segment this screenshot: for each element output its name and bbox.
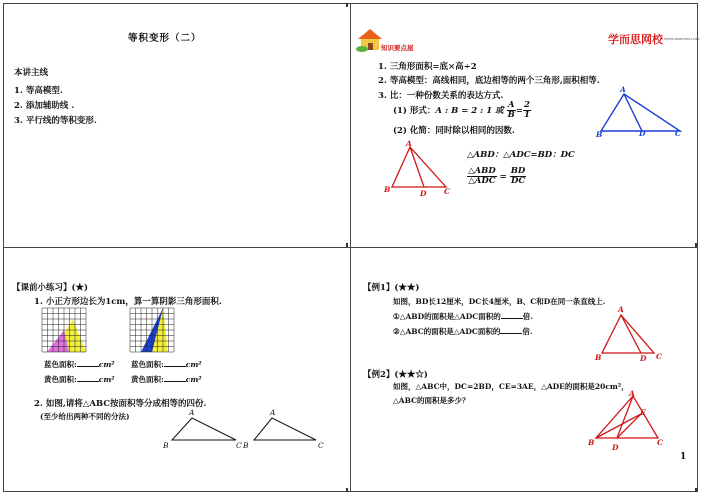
blue-area-2: 蓝色面积: cm² xyxy=(131,360,202,369)
knowledge-badge: 知识要点屋 xyxy=(381,44,414,52)
example-1-text: 如图，BD长12厘米，DC长4厘米，B、C和D在同一条直线上. xyxy=(393,297,606,306)
label-b: B xyxy=(163,441,169,450)
label-d: D xyxy=(612,443,619,452)
triangle-abc-2 xyxy=(252,414,322,442)
point-2: 2. 等高模型：高线相同，底边相等的两个三角形,面积相等. xyxy=(378,76,600,86)
example-2-question: △ABC的面积是多少？ xyxy=(393,396,470,405)
label-a: A xyxy=(620,85,626,94)
blue-area-1: 蓝色面积: cm² xyxy=(44,360,115,369)
grid-figure-1 xyxy=(42,308,86,352)
label-c: C xyxy=(444,187,450,196)
main-line-heading: 本讲主线 xyxy=(14,68,49,78)
label-a: A xyxy=(629,389,635,398)
example-1-triangle xyxy=(598,312,660,358)
corner-mark xyxy=(346,488,348,492)
example-2-title: 【例2】(★★☆) xyxy=(363,370,428,380)
frac-b-den: 1 xyxy=(523,110,530,120)
label-a: A xyxy=(189,408,195,417)
fr-right-den: DC xyxy=(510,176,526,186)
example-1-q2: ②△ABC的面积是△ADC面积的 倍. xyxy=(393,327,533,336)
label-b: B xyxy=(595,353,602,362)
question-2-note: (至少给出两种不同的分法) xyxy=(40,412,130,421)
label-d: D xyxy=(420,189,427,198)
brand-url: www.xueersi.com xyxy=(664,36,700,41)
label-c: C xyxy=(656,352,662,361)
equals: = xyxy=(515,106,523,116)
label-b: B xyxy=(588,438,595,447)
point-1: 1. 三角形面积=底×高÷2 xyxy=(378,62,477,72)
point-3: 3. 比：一种份数关系的表达方式. xyxy=(378,91,504,101)
area-ratio-fraction xyxy=(467,167,526,186)
practice-header: 【课前小练习】(★) xyxy=(12,283,89,293)
fr-left-den: △ADC xyxy=(468,176,496,186)
ratio-form xyxy=(393,101,531,120)
label-a: A xyxy=(618,305,624,314)
grid-figure-2 xyxy=(130,308,174,352)
question-2: 2. 如图,请将△ABC按面积等分成相等的四份. xyxy=(34,399,207,409)
corner-mark xyxy=(695,243,697,247)
area-ratio-equation: △ABD：△ADC=BD：DC xyxy=(467,150,575,160)
yellow-area-1: 黄色面积: cm² xyxy=(44,375,115,384)
frac-a-den: B xyxy=(507,110,515,120)
label-b: B xyxy=(243,441,249,450)
example-2-triangle xyxy=(594,392,662,442)
simplify-rule: (2) 化简：同时除以相同的因数. xyxy=(393,126,515,136)
label-a: A xyxy=(406,139,412,148)
house-icon xyxy=(356,28,384,52)
yellow-area-2: 黄色面积: cm² xyxy=(131,375,202,384)
main-line-item: 3. 平行线的等积变形. xyxy=(14,116,97,126)
main-line-item: 1. 等高模型. xyxy=(14,86,63,96)
corner-mark xyxy=(695,488,697,492)
label-d: D xyxy=(640,354,647,363)
frac-a-num: A xyxy=(507,100,515,110)
question-1: 1. 小正方形边长为1cm，算一算阴影三角形面积. xyxy=(34,297,222,307)
label-a: A xyxy=(270,408,276,417)
example-1-q1: ①△ABD的面积是△ADC面积的 倍. xyxy=(393,312,533,321)
label-d: D xyxy=(639,129,646,138)
example-1-title: 【例1】(★★) xyxy=(363,283,420,293)
frac-b-num: 2 xyxy=(523,100,530,110)
fr-left-num: △ABD xyxy=(468,166,496,176)
label-c: C xyxy=(657,438,663,447)
brand-logo: 学而思网校 xyxy=(608,33,663,46)
page-number: 1 xyxy=(680,452,687,462)
example-2-text: 如图，△ABC中，DC=2BD，CE=3AE，△ADE的面积是20cm²， xyxy=(393,382,629,391)
triangle-abc-1 xyxy=(170,414,238,442)
label-c: C xyxy=(318,441,324,450)
corner-mark xyxy=(346,243,348,247)
fr-right-num: BD xyxy=(510,166,526,176)
equals: = xyxy=(499,172,507,182)
main-line-item: 2. 添加辅助线 . xyxy=(14,101,75,111)
form-ratio: A : B = 2 : 1 或 xyxy=(435,106,504,116)
horizontal-divider xyxy=(3,247,698,248)
page-title: 等积变形（二） xyxy=(128,33,202,44)
label-c: C xyxy=(675,129,681,138)
label-b: B xyxy=(596,130,603,139)
form-label: (1) 形式： xyxy=(393,106,436,116)
label-b: B xyxy=(384,185,391,194)
corner-mark xyxy=(346,3,348,7)
label-c: C xyxy=(236,441,242,450)
label-e: E xyxy=(640,408,646,417)
